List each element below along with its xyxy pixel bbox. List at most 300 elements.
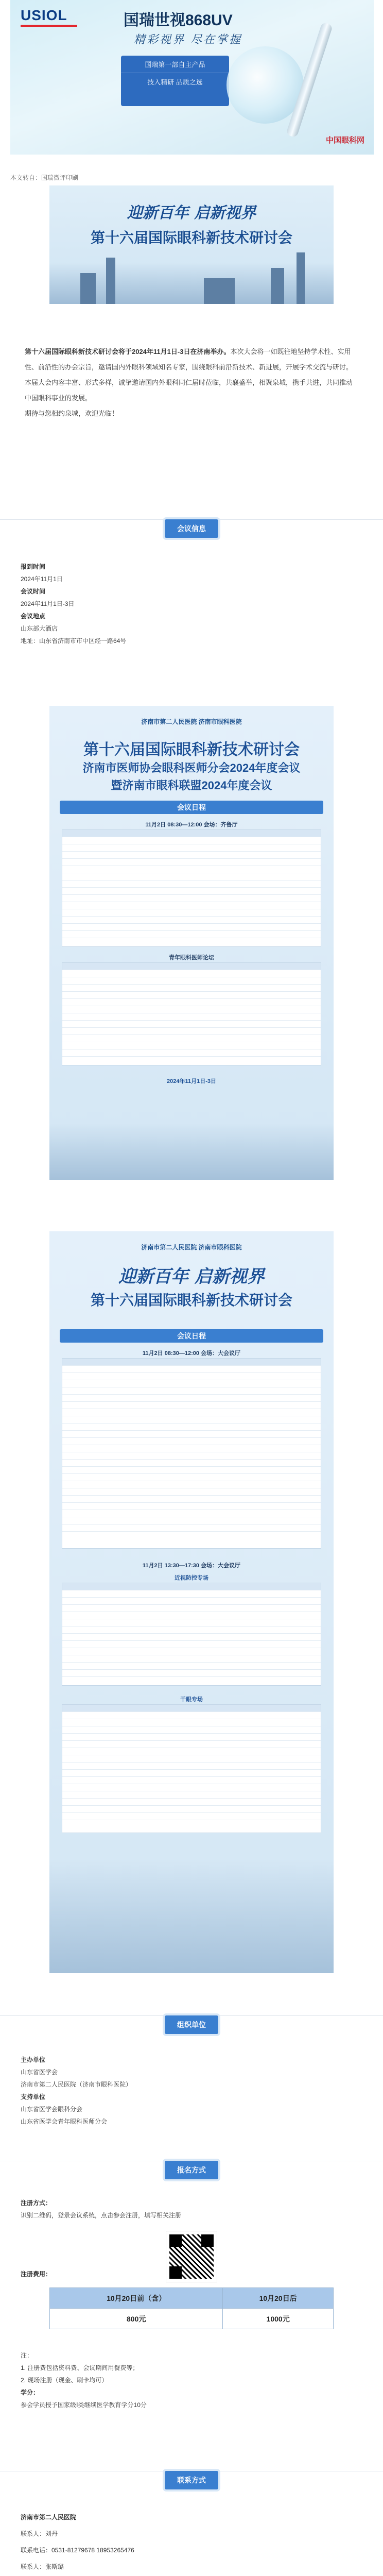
table-cell (62, 1663, 103, 1669)
schedule-poster (49, 706, 334, 1180)
skyline-building (297, 252, 305, 304)
table-row (62, 1359, 321, 1366)
note-line: 学分： (21, 2389, 40, 2396)
table-cell (62, 970, 103, 977)
table-row (62, 837, 321, 844)
info-value: 识别二维码，登录会议系统，点击参会注册，填写相关注册 (21, 2212, 182, 2219)
table-row (62, 852, 321, 859)
info-value: 山东部大酒店 (21, 625, 58, 632)
table-cell (62, 1416, 103, 1423)
table-cell (62, 1648, 103, 1655)
table-row (62, 830, 321, 837)
table-row (62, 1784, 321, 1791)
table-cell (280, 1598, 321, 1604)
info-value: 济南市第二人民医院（济南市眼科医院） (21, 2081, 132, 2088)
table-cell (280, 970, 321, 977)
table-cell (62, 1598, 103, 1604)
table-cell (103, 1791, 280, 1798)
brand-logo-bar (21, 25, 77, 27)
table-row (62, 1049, 321, 1057)
table-row (62, 1438, 321, 1445)
intro-lead: 第十六届国际眼科新技术研讨会将于2024年11月1日-3日在济南举办。 (25, 348, 231, 355)
info-value: 2024年11月1日-3日 (21, 600, 75, 607)
table-row (62, 1474, 321, 1481)
table-cell (103, 1431, 280, 1437)
feature-line: 技入精研 品质之选 (147, 78, 203, 86)
table-cell (103, 1438, 280, 1445)
schedule-subtitle: 济南市医师协会眼科医师分会2024年度会议 (82, 761, 301, 774)
table-cell (62, 1777, 103, 1784)
hospital-logos: 济南市第二人民医院 济南市眼科医院 (141, 1244, 242, 1251)
table-cell (62, 1013, 103, 1020)
skyline-building (106, 258, 115, 304)
table-cell (62, 1726, 103, 1733)
table-row (62, 1777, 321, 1784)
table-cell (103, 1748, 280, 1755)
schedule-track: 干眼专场 (180, 1697, 203, 1703)
table-cell (280, 1612, 321, 1619)
table-cell (62, 1467, 103, 1473)
table-cell (280, 1770, 321, 1776)
table-cell (280, 1762, 321, 1769)
table-row (62, 859, 321, 866)
table-cell (62, 1583, 103, 1590)
table-cell (280, 1641, 321, 1648)
table-row (62, 1409, 321, 1416)
table-row (62, 1612, 321, 1619)
table-cell (103, 873, 280, 880)
table-cell (62, 1799, 103, 1805)
table-cell (103, 1049, 280, 1056)
table-cell (103, 1503, 280, 1510)
table-cell (103, 1777, 280, 1784)
table-row (62, 1799, 321, 1806)
table-row (62, 963, 321, 970)
table-row (62, 1806, 321, 1813)
table-cell (103, 970, 280, 977)
contact-block (21, 2509, 134, 2576)
poster-skyline (49, 1123, 334, 1180)
table-cell (280, 1395, 321, 1401)
table-cell (280, 1387, 321, 1394)
intro-body: 本次大会将一如既往地坚持学术性、实用性、前沿性的办会宗旨，邀请国内外眼科领域知名专家，围绕眼科前沿新技术、新进展，开展学术交流与研讨。本届大会内容丰富、形式多样，诚挚邀请国内外眼科同仁届时莅临，共襄盛举，相聚泉城，携手共进，共同推动中国眼科事业的发展。 (25, 348, 353, 402)
table-cell (62, 1806, 103, 1812)
table-cell (103, 1806, 280, 1812)
table-row (62, 1387, 321, 1395)
table-row (62, 1583, 321, 1590)
table-cell (103, 917, 280, 923)
table-cell (62, 852, 103, 858)
table-cell (103, 1481, 280, 1488)
table-row (62, 992, 321, 999)
table-cell (103, 1395, 280, 1401)
schedule-table (62, 829, 321, 947)
table-cell (280, 1626, 321, 1633)
table-cell (62, 1524, 103, 1531)
table-cell (62, 924, 103, 930)
table-row (62, 1705, 321, 1712)
table-cell (62, 1670, 103, 1676)
fee-value-row (50, 2309, 334, 2329)
table-cell (280, 852, 321, 858)
table-cell (280, 873, 321, 880)
table-row (62, 1655, 321, 1663)
table-cell (280, 999, 321, 1006)
table-cell (103, 1705, 280, 1711)
table-cell (103, 1590, 280, 1597)
table-row (62, 1042, 321, 1049)
table-cell (103, 924, 280, 930)
table-cell (62, 1049, 103, 1056)
poster-motto: 迎新百年 启新视界 (127, 204, 256, 222)
organizer-block (21, 2054, 132, 2128)
table-cell (62, 1712, 103, 1719)
table-cell (103, 1496, 280, 1502)
table-cell (103, 1460, 280, 1466)
product-feature-box (121, 56, 229, 106)
table-cell (62, 1503, 103, 1510)
table-cell (62, 1784, 103, 1791)
table-cell (62, 1655, 103, 1662)
table-cell (280, 866, 321, 873)
table-cell (62, 1734, 103, 1740)
table-row (62, 1712, 321, 1719)
table-cell (280, 1705, 321, 1711)
info-key: 注册方式： (21, 2199, 52, 2207)
table-cell (103, 1488, 280, 1495)
table-cell (280, 1445, 321, 1452)
table-cell (62, 1748, 103, 1755)
table-row (62, 1373, 321, 1380)
table-cell (62, 1496, 103, 1502)
table-cell (62, 837, 103, 844)
table-cell (280, 1366, 321, 1372)
table-cell (62, 1452, 103, 1459)
table-cell (280, 1813, 321, 1820)
table-cell (280, 830, 321, 837)
table-row (62, 977, 321, 985)
table-cell (62, 1517, 103, 1524)
table-row (62, 902, 321, 909)
table-cell (62, 1380, 103, 1387)
section-title: 联系方式 (165, 2471, 218, 2489)
table-row (62, 931, 321, 938)
table-cell (62, 1402, 103, 1409)
table-cell (280, 1006, 321, 1013)
table-row (62, 1741, 321, 1748)
table-cell (62, 1813, 103, 1820)
table-cell (103, 931, 280, 938)
fee-header-cell: 10月20日前（含） (50, 2288, 223, 2309)
table-cell (62, 1042, 103, 1049)
table-cell (280, 1474, 321, 1481)
contact-name: 联系人：刘丹 (21, 2530, 58, 2537)
schedule-session: 11月2日 08:30—12:00 会场：齐鲁厅 (145, 822, 238, 828)
table-row (62, 1590, 321, 1598)
table-cell (103, 1021, 280, 1027)
table-cell (280, 1634, 321, 1640)
table-cell (103, 844, 280, 851)
table-cell (62, 999, 103, 1006)
info-key: 会议地点 (21, 613, 46, 620)
table-cell (103, 1755, 280, 1762)
schedule-title: 第十六届国际眼科新技术研讨会 (83, 741, 300, 758)
table-cell (280, 1373, 321, 1380)
table-row (62, 1028, 321, 1035)
table-cell (280, 1028, 321, 1035)
schedule-table (62, 1704, 321, 1833)
table-cell (62, 1791, 103, 1798)
info-value: 山东省医学会 (21, 2069, 58, 2076)
note-line: 1. 注册费包括资料费、会议期间用餐费等； (21, 2364, 139, 2371)
source-line: 本文转自：国瑞微评印刷 (10, 174, 79, 181)
table-cell (103, 1770, 280, 1776)
table-row (62, 1813, 321, 1820)
table-row (62, 1605, 321, 1612)
schedule-table (62, 962, 321, 1065)
table-cell (280, 1605, 321, 1612)
table-cell (62, 1359, 103, 1365)
table-row (62, 1503, 321, 1510)
table-cell (280, 1719, 321, 1726)
hospital-logos: 济南市第二人民医院 济南市眼科医院 (141, 718, 242, 725)
table-cell (280, 1726, 321, 1733)
section-title: 报名方式 (165, 2161, 218, 2179)
table-cell (62, 977, 103, 984)
table-cell (280, 844, 321, 851)
table-cell (280, 1806, 321, 1812)
table-cell (103, 1762, 280, 1769)
table-cell (62, 1438, 103, 1445)
table-cell (103, 1663, 280, 1669)
table-cell (103, 985, 280, 991)
table-cell (103, 880, 280, 887)
table-cell (62, 909, 103, 916)
table-row (62, 1416, 321, 1423)
table-cell (280, 1799, 321, 1805)
table-cell (103, 1042, 280, 1049)
section-registration (0, 2161, 383, 2179)
table-row (62, 985, 321, 992)
table-cell (62, 859, 103, 866)
table-cell (103, 1006, 280, 1013)
table-cell (103, 1670, 280, 1676)
table-cell (62, 1590, 103, 1597)
table-cell (280, 859, 321, 866)
table-cell (103, 1028, 280, 1035)
table-cell (103, 1359, 280, 1365)
table-cell (62, 917, 103, 923)
table-row (62, 1395, 321, 1402)
table-cell (103, 1813, 280, 1820)
skyline-building (271, 268, 284, 304)
table-row (62, 970, 321, 977)
table-cell (103, 977, 280, 984)
table-cell (280, 1481, 321, 1488)
table-cell (62, 888, 103, 894)
table-cell (103, 1719, 280, 1726)
table-cell (62, 1626, 103, 1633)
table-row (62, 1431, 321, 1438)
info-value: 2024年11月1日 (21, 575, 63, 583)
table-cell (103, 1648, 280, 1655)
table-cell (280, 902, 321, 909)
table-cell (62, 1395, 103, 1401)
registration-notes (21, 2349, 147, 2411)
table-row (62, 1619, 321, 1626)
table-cell (103, 1380, 280, 1387)
table-cell (62, 844, 103, 851)
table-cell (103, 1387, 280, 1394)
table-cell (280, 1784, 321, 1791)
table-row (62, 1648, 321, 1655)
table-row (62, 888, 321, 895)
info-value: 山东省医学会眼科分会 (21, 2106, 83, 2113)
note-line: 注： (21, 2352, 33, 2359)
table-row (62, 917, 321, 924)
table-cell (62, 1460, 103, 1466)
schedule-date: 2024年11月1日-3日 (167, 1078, 216, 1084)
table-cell (62, 1488, 103, 1495)
schedule-table (62, 1583, 321, 1686)
table-row (62, 909, 321, 917)
table-cell (103, 1712, 280, 1719)
table-cell (62, 866, 103, 873)
section-organizers (0, 2015, 383, 2034)
table-cell (62, 931, 103, 938)
table-cell (103, 852, 280, 858)
table-row (62, 1770, 321, 1777)
table-cell (103, 1445, 280, 1452)
table-cell (103, 1726, 280, 1733)
table-cell (62, 1366, 103, 1372)
table-row (62, 866, 321, 873)
schedule-band: 会议日程 (60, 1329, 323, 1343)
table-cell (62, 1423, 103, 1430)
table-row (62, 1481, 321, 1488)
table-cell (62, 1619, 103, 1626)
poster-title: 第十六届国际眼科新技术研讨会 (90, 230, 292, 246)
table-cell (62, 1770, 103, 1776)
table-cell (62, 1705, 103, 1711)
schedule-session: 青年眼科医师论坛 (169, 955, 214, 961)
fee-value-cell: 1000元 (223, 2309, 334, 2329)
table-cell (280, 1619, 321, 1626)
table-cell (103, 1598, 280, 1604)
feature-line: 国瑞第一部自主产品 (121, 56, 229, 73)
table-cell (103, 1035, 280, 1042)
table-cell (280, 1583, 321, 1590)
table-cell (103, 1799, 280, 1805)
table-cell (280, 1741, 321, 1748)
table-row (62, 1402, 321, 1409)
table-cell (62, 1028, 103, 1035)
schedule-poster (49, 1231, 334, 1973)
table-row (62, 1670, 321, 1677)
table-row (62, 1663, 321, 1670)
table-row (62, 1423, 321, 1431)
fee-header-cell: 10月20日后 (223, 2288, 334, 2309)
table-cell (103, 888, 280, 894)
table-cell (62, 1762, 103, 1769)
table-cell (280, 1359, 321, 1365)
table-cell (62, 985, 103, 991)
section-title: 会议信息 (165, 519, 218, 538)
table-row (62, 1006, 321, 1013)
table-row (62, 1762, 321, 1770)
table-cell (280, 1712, 321, 1719)
brand-logo: USIOL (21, 7, 67, 23)
schedule-table (62, 1358, 321, 1549)
table-cell (280, 985, 321, 991)
table-row (62, 1366, 321, 1373)
table-cell (280, 1423, 321, 1430)
table-cell (62, 1409, 103, 1416)
table-cell (62, 1431, 103, 1437)
table-cell (280, 888, 321, 894)
info-key: 报到时间 (21, 563, 46, 570)
table-cell (62, 1719, 103, 1726)
table-cell (62, 1021, 103, 1027)
table-cell (103, 1423, 280, 1430)
brand-cn-logo: 中国眼科网 (325, 136, 364, 145)
contact-org: 济南市第二人民医院 (21, 2514, 77, 2521)
intro-paragraph (25, 344, 358, 421)
table-cell (280, 1013, 321, 1020)
table-cell (280, 1467, 321, 1473)
table-row (62, 1626, 321, 1634)
skyline-building (80, 273, 96, 304)
table-cell (280, 1042, 321, 1049)
table-cell (280, 1460, 321, 1466)
table-cell (280, 924, 321, 930)
table-cell (103, 859, 280, 866)
table-cell (62, 1035, 103, 1042)
table-row (62, 1021, 321, 1028)
table-row (62, 873, 321, 880)
table-cell (62, 1612, 103, 1619)
table-cell (280, 1402, 321, 1409)
table-cell (280, 1734, 321, 1740)
table-cell (103, 1734, 280, 1740)
meeting-info-block (21, 561, 126, 647)
table-row (62, 1726, 321, 1734)
table-row (62, 895, 321, 902)
table-cell (62, 1373, 103, 1380)
table-cell (280, 1035, 321, 1042)
skyline-pavilion (204, 278, 235, 304)
table-cell (280, 1648, 321, 1655)
contact-phone: 联系电话：0531-81279678 18953265476 (21, 2547, 134, 2554)
table-cell (62, 873, 103, 880)
table-cell (280, 1503, 321, 1510)
table-cell (103, 1655, 280, 1662)
schedule-subtitle: 暨济南市眼科联盟2024年度会议 (111, 779, 272, 792)
fee-table (49, 2287, 334, 2329)
table-cell (103, 1373, 280, 1380)
table-cell (280, 1663, 321, 1669)
table-cell (280, 1655, 321, 1662)
table-cell (62, 880, 103, 887)
product-banner[interactable] (10, 0, 374, 155)
info-key: 注册费用： (21, 2270, 52, 2278)
table-cell (103, 1510, 280, 1517)
table-cell (103, 902, 280, 909)
lens-image (227, 46, 304, 124)
table-cell (103, 1612, 280, 1619)
registration-qr-code[interactable] (166, 2231, 217, 2282)
table-cell (280, 963, 321, 970)
